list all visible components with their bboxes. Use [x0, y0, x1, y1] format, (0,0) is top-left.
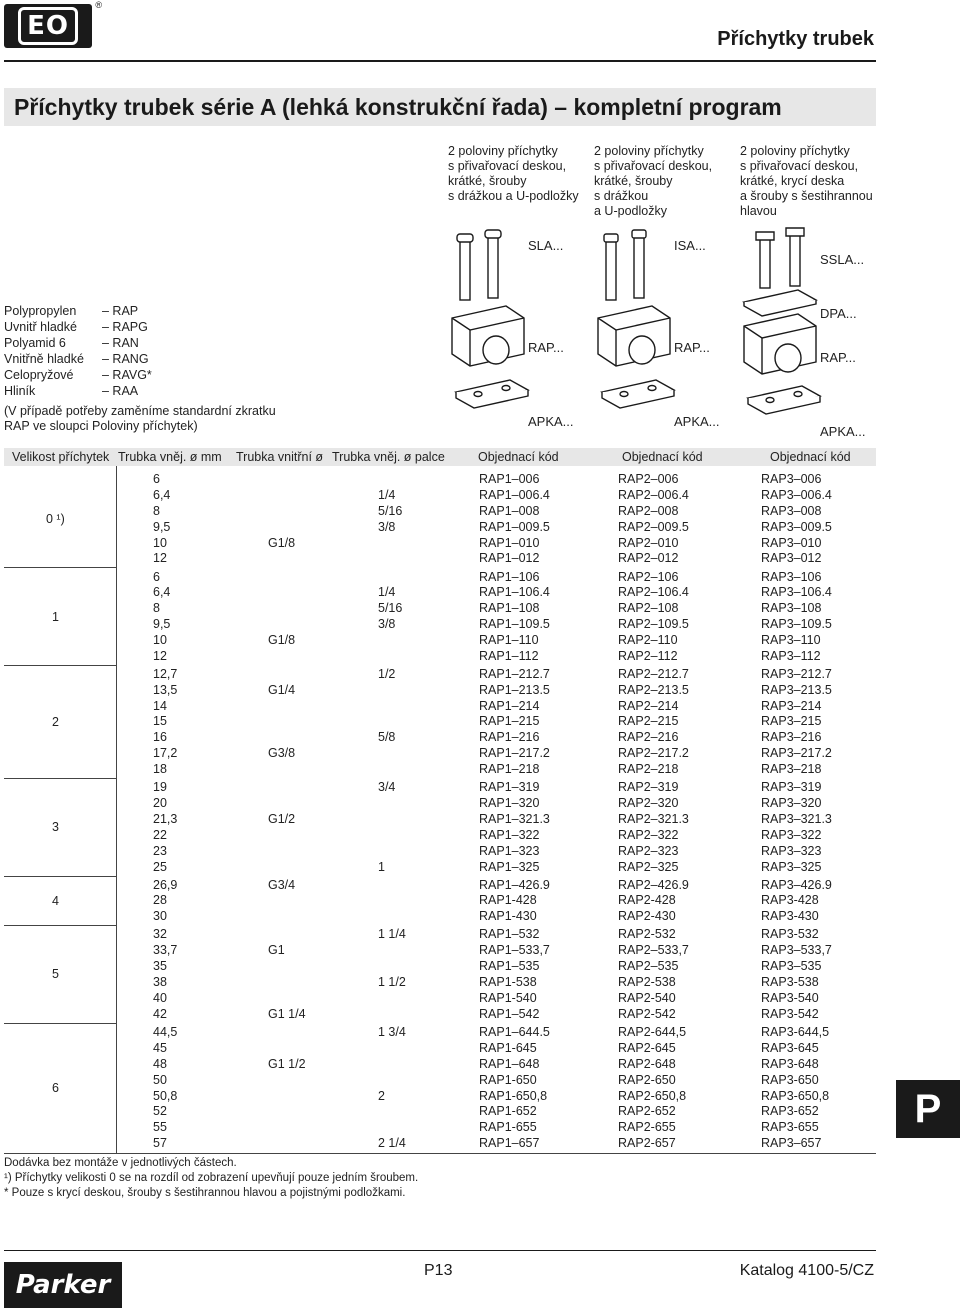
clamp-label-3: RAP...: [820, 350, 856, 365]
footnote-delivery: Dodávka bez montáže v jednotlivých částech.: [4, 1157, 237, 1169]
size-group-label: 2: [52, 714, 59, 729]
order-code-3-cell: RAP3–110: [761, 633, 821, 647]
size-group-label: 5: [52, 967, 59, 981]
order-code-1-cell: RAP1–532: [479, 927, 540, 941]
footnote-size-zero: ¹) Příchytky velikosti 0 se na rozdíl od zobrazení upevňují pouze jedním šroubem.: [4, 1172, 419, 1184]
order-code-3-cell: RAP3–217.2: [761, 746, 832, 760]
order-code-3-cell: RAP3–214: [761, 699, 822, 713]
order-code-3-cell: RAP3–106.4: [761, 585, 832, 599]
desc-line: krátké, šrouby: [448, 174, 527, 188]
order-code-2-cell: RAP2–426.9: [618, 878, 689, 892]
order-code-1-cell: RAP1–108: [479, 601, 540, 615]
order-code-1-cell: RAP1–535: [479, 959, 540, 973]
order-code-2-cell: RAP2-648: [618, 1057, 676, 1071]
od-mm-cell: 21,3: [153, 812, 178, 826]
plate-label-2: APKA...: [674, 414, 720, 429]
order-code-2-cell: RAP2-644,5: [618, 1025, 687, 1039]
od-mm-cell: 18: [153, 762, 167, 776]
header-id: Trubka vnitřní ø: [236, 450, 324, 464]
footer-divider: [4, 1250, 876, 1251]
desc-line: s přivařovací deskou,: [740, 159, 859, 173]
od-mm-cell: 13,5: [153, 683, 178, 697]
od-mm-cell: 32: [153, 927, 167, 941]
order-code-2-cell: RAP2–112: [618, 649, 678, 663]
order-code-2-cell: RAP2–110: [618, 633, 678, 647]
order-code-2-cell: RAP2–010: [618, 536, 679, 550]
order-code-3-cell: RAP3-532: [761, 927, 819, 941]
clamp-label-2: RAP...: [674, 340, 710, 355]
clamp-assembly-2-illustration: [590, 226, 740, 436]
size-group-label: 6: [52, 1080, 59, 1095]
material-code: – RAVG*: [102, 368, 152, 382]
od-mm-cell: 28: [153, 893, 167, 907]
od-inch-cell: 2 1/4: [378, 1136, 406, 1150]
order-code-3-cell: RAP3–325: [761, 860, 822, 874]
order-code-3-cell: RAP3–012: [761, 551, 822, 565]
od-inch-cell: 1/4: [378, 488, 396, 502]
order-code-3-cell: RAP3-650: [761, 1073, 819, 1087]
materials-note: [4, 404, 276, 434]
id-thread-cell: G1 1/4: [268, 1007, 306, 1021]
plate-label-1: APKA...: [528, 414, 574, 429]
od-mm-cell: 57: [153, 1136, 167, 1150]
od-mm-cell: 45: [153, 1041, 167, 1055]
order-code-1-cell: RAP1-652: [479, 1104, 537, 1118]
desc-line: 2 poloviny příchytky: [448, 144, 558, 158]
order-code-2-cell: RAP2–012: [618, 551, 679, 565]
screw-label-2: ISA...: [674, 238, 706, 253]
order-code-3-cell: RAP3-644,5: [761, 1025, 830, 1039]
order-code-2-cell: RAP2–212.7: [618, 667, 689, 681]
order-code-1-cell: RAP1–106: [479, 570, 540, 584]
od-mm-cell: 12,7: [153, 667, 178, 681]
order-code-2-cell: RAP2–533,7: [618, 943, 689, 957]
order-code-3-cell: RAP3-652: [761, 1104, 819, 1118]
id-thread-cell: G1/2: [268, 812, 296, 826]
order-code-1-cell: RAP1-430: [479, 909, 537, 923]
od-inch-cell: 3/4: [378, 780, 396, 794]
material-item: [4, 351, 152, 367]
od-mm-cell: 6,4: [153, 585, 171, 599]
header-order-code-1: Objednací kód: [478, 450, 559, 464]
od-mm-cell: 9,5: [153, 617, 171, 631]
order-code-2-cell: RAP2-540: [618, 991, 676, 1005]
note-line: RAP ve sloupci Poloviny příchytek): [4, 419, 198, 433]
desc-line: a šrouby s šestihrannou: [740, 189, 873, 203]
order-code-2-cell: RAP2-650,8: [618, 1089, 687, 1103]
order-code-2-cell: RAP2–109.5: [618, 617, 689, 631]
desc-line: krátké, krycí deska: [740, 174, 845, 188]
column-3-description: [740, 144, 873, 219]
order-code-2-cell: RAP2-655: [618, 1120, 676, 1134]
order-code-2-cell: RAP2–216: [618, 730, 679, 744]
catalog-reference: Katalog 4100-5/CZ: [739, 1262, 874, 1279]
order-code-2-cell: RAP2-532: [618, 927, 676, 941]
order-code-2-cell: RAP2–218: [618, 762, 679, 776]
od-mm-cell: 10: [153, 536, 167, 550]
clamp-label-1: RAP...: [528, 340, 564, 355]
od-mm-cell: 10: [153, 633, 167, 647]
id-thread-cell: G1/8: [268, 536, 296, 550]
od-inch-cell: 5/16: [378, 601, 403, 615]
od-inch-cell: 3/8: [378, 520, 396, 534]
order-code-1-cell: RAP1–109.5: [479, 617, 550, 631]
od-mm-cell: 50,8: [153, 1089, 178, 1103]
order-code-1-cell: RAP1–648: [479, 1057, 540, 1071]
order-code-2-cell: RAP2–323: [618, 844, 679, 858]
od-inch-cell: 2: [378, 1089, 385, 1103]
materials-list: [4, 303, 152, 399]
footnote-cover-plate: * Pouze s krycí deskou, šrouby s šestihrannou hlavou a pojistnými podložkami.: [4, 1187, 406, 1199]
od-inch-cell: 1 1/4: [378, 927, 406, 941]
od-mm-cell: 17,2: [153, 746, 178, 760]
clamp-assembly-1-illustration: [444, 226, 594, 436]
od-mm-cell: 38: [153, 975, 167, 989]
material-code: – RAN: [102, 336, 139, 350]
order-code-1-cell: RAP1-655: [479, 1120, 537, 1134]
od-mm-cell: 25: [153, 860, 167, 874]
desc-line: s přivařovací deskou,: [448, 159, 567, 173]
order-code-3-cell: RAP3-645: [761, 1041, 819, 1055]
material-name: Vnitřně hladké: [4, 352, 84, 366]
od-mm-cell: 6,4: [153, 488, 171, 502]
order-code-1-cell: RAP1–322: [479, 828, 540, 842]
material-name: Uvnitř hladké: [4, 320, 77, 334]
order-code-1-cell: RAP1–216: [479, 730, 540, 744]
order-code-3-cell: RAP3–008: [761, 504, 822, 518]
od-inch-cell: 5/8: [378, 730, 396, 744]
order-code-1-cell: RAP1-650: [479, 1073, 537, 1087]
order-code-3-cell: RAP3–212.7: [761, 667, 832, 681]
order-code-1-cell: RAP1–212.7: [479, 667, 550, 681]
order-code-1-cell: RAP1-538: [479, 975, 537, 989]
od-mm-cell: 48: [153, 1057, 167, 1071]
eo-logo: [4, 0, 102, 48]
material-item: [4, 367, 152, 383]
order-code-3-cell: RAP3-648: [761, 1057, 819, 1071]
order-code-1-cell: RAP1–008: [479, 504, 540, 518]
order-code-1-cell: RAP1–319: [479, 780, 540, 794]
order-code-2-cell: RAP2-428: [618, 893, 676, 907]
order-code-1-cell: RAP1–215: [479, 714, 540, 728]
size-group-label: 1: [52, 609, 59, 624]
order-code-2-cell: RAP2–213.5: [618, 683, 689, 697]
od-mm-cell: 23: [153, 844, 167, 858]
od-mm-cell: 14: [153, 699, 167, 713]
od-mm-cell: 30: [153, 909, 167, 923]
order-code-1-cell: RAP1–213.5: [479, 683, 550, 697]
order-code-1-cell: RAP1–010: [479, 536, 540, 550]
order-code-3-cell: RAP3–426.9: [761, 878, 832, 892]
od-inch-cell: 3/8: [378, 617, 396, 631]
od-mm-cell: 19: [153, 780, 167, 794]
registered-mark: ®: [95, 0, 102, 10]
material-name: Hliník: [4, 384, 36, 398]
desc-line: s drážkou: [594, 189, 649, 203]
header-divider: [4, 60, 876, 62]
order-code-3-cell: RAP3–323: [761, 844, 822, 858]
header-od-mm: Trubka vněj. ø mm: [118, 450, 222, 464]
od-mm-cell: 16: [153, 730, 167, 744]
order-code-3-cell: RAP3–320: [761, 796, 822, 810]
material-name: Polyamid 6: [4, 336, 66, 350]
id-thread-cell: G1/4: [268, 683, 296, 697]
id-thread-cell: G1 1/2: [268, 1057, 306, 1071]
order-code-3-cell: RAP3–319: [761, 780, 822, 794]
section-tab: P: [896, 1080, 960, 1138]
od-mm-cell: 52: [153, 1104, 167, 1118]
desc-line: a U-podložky: [594, 204, 667, 218]
order-code-1-cell: RAP1–012: [479, 551, 540, 565]
order-code-3-cell: RAP3–213.5: [761, 683, 832, 697]
size-group-label: 0 ¹): [46, 511, 65, 526]
od-inch-cell: 1 1/2: [378, 975, 406, 989]
order-code-1-cell: RAP1–006.4: [479, 488, 550, 502]
order-code-3-cell: RAP3–108: [761, 601, 822, 615]
size-group-divider: [4, 778, 116, 779]
size-group-divider: [4, 567, 116, 568]
od-mm-cell: 44,5: [153, 1025, 178, 1039]
size-group-label: 3: [52, 820, 59, 834]
id-thread-cell: G3/8: [268, 746, 296, 760]
size-group-label: 4: [52, 893, 59, 908]
order-code-2-cell: RAP2-542: [618, 1007, 676, 1021]
order-code-3-cell: RAP3–215: [761, 714, 822, 728]
material-code: – RAA: [102, 384, 139, 398]
od-mm-cell: 6: [153, 570, 160, 584]
screw-label-3: SSLA...: [820, 252, 865, 267]
order-code-1-cell: RAP1–110: [479, 633, 539, 647]
od-mm-cell: 35: [153, 959, 167, 973]
parker-logo: Parker: [4, 1262, 122, 1308]
od-mm-cell: 22: [153, 828, 167, 842]
od-mm-cell: 8: [153, 601, 160, 615]
order-code-2-cell: RAP2-645: [618, 1041, 676, 1055]
order-code-3-cell: RAP3-542: [761, 1007, 819, 1021]
od-mm-cell: 12: [153, 649, 167, 663]
screw-label-1: SLA...: [528, 238, 564, 253]
od-mm-cell: 15: [153, 714, 167, 728]
order-code-2-cell: RAP2–009.5: [618, 520, 689, 534]
order-code-2-cell: RAP2–217.2: [618, 746, 689, 760]
id-thread-cell: G3/4: [268, 878, 296, 892]
order-code-3-cell: RAP3–657: [761, 1136, 822, 1150]
order-code-3-cell: RAP3–216: [761, 730, 822, 744]
column-1-description: [448, 144, 579, 204]
header-order-code-3: Objednací kód: [770, 450, 851, 464]
desc-line: 2 poloviny příchytky: [740, 144, 850, 158]
order-code-3-cell: RAP3-428: [761, 893, 819, 907]
header-od-inch: Trubka vněj. ø palce: [332, 450, 445, 464]
order-code-2-cell: RAP2–006.4: [618, 488, 689, 502]
material-item: [4, 383, 152, 399]
order-code-1-cell: RAP1–533,7: [479, 943, 550, 957]
order-code-1-cell: RAP1–214: [479, 699, 540, 713]
table-column-divider: [116, 466, 117, 1153]
material-code: – RAPG: [102, 320, 148, 334]
order-code-1-cell: RAP1–323: [479, 844, 540, 858]
order-code-1-cell: RAP1–106.4: [479, 585, 550, 599]
order-code-1-cell: RAP1-650,8: [479, 1089, 548, 1103]
page-title: Příchytky trubek série A (lehká konstrukční řada) – kompletní program: [14, 94, 782, 120]
order-code-2-cell: RAP2–106: [618, 570, 679, 584]
order-code-1-cell: RAP1–325: [479, 860, 540, 874]
order-code-1-cell: RAP1–009.5: [479, 520, 550, 534]
order-code-3-cell: RAP3–109.5: [761, 617, 832, 631]
order-code-2-cell: RAP2-652: [618, 1104, 676, 1118]
order-code-2-cell: RAP2–108: [618, 601, 679, 615]
order-code-1-cell: RAP1-428: [479, 893, 537, 907]
desc-line: s přivařovací deskou,: [594, 159, 713, 173]
order-code-2-cell: RAP2–106.4: [618, 585, 689, 599]
order-code-1-cell: RAP1–218: [479, 762, 540, 776]
order-code-2-cell: RAP2–319: [618, 780, 679, 794]
material-code: – RAP: [102, 304, 139, 318]
od-mm-cell: 12: [153, 551, 167, 565]
order-code-1-cell: RAP1–320: [479, 796, 540, 810]
table-bottom-rule: [4, 1153, 876, 1154]
size-group-divider: [4, 925, 116, 926]
od-mm-cell: 26,9: [153, 878, 178, 892]
order-code-3-cell: RAP3-430: [761, 909, 819, 923]
od-inch-cell: 5/16: [378, 504, 403, 518]
od-inch-cell: 1 3/4: [378, 1025, 406, 1039]
material-code: – RANG: [102, 352, 149, 366]
od-inch-cell: 1/4: [378, 585, 396, 599]
order-code-1-cell: RAP1–217.2: [479, 746, 550, 760]
od-mm-cell: 6: [153, 472, 160, 486]
header-size: Velikost příchytek: [12, 450, 110, 464]
order-code-3-cell: RAP3–006: [761, 472, 822, 486]
order-code-2-cell: RAP2-650: [618, 1073, 676, 1087]
table-header: [4, 448, 876, 466]
order-code-2-cell: RAP2–535: [618, 959, 679, 973]
od-mm-cell: 8: [153, 504, 160, 518]
order-code-3-cell: RAP3–112: [761, 649, 821, 663]
order-code-2-cell: RAP2-430: [618, 909, 676, 923]
order-code-3-cell: RAP3-655: [761, 1120, 819, 1134]
od-mm-cell: 42: [153, 1007, 167, 1021]
order-code-1-cell: RAP1–321.3: [479, 812, 550, 826]
order-code-3-cell: RAP3-538: [761, 975, 819, 989]
page-number: P13: [424, 1262, 453, 1279]
order-code-2-cell: RAP2–325: [618, 860, 679, 874]
desc-line: 2 poloviny příchytky: [594, 144, 704, 158]
order-code-3-cell: RAP3–321.3: [761, 812, 832, 826]
size-group-divider: [4, 1023, 116, 1024]
id-thread-cell: G1/8: [268, 633, 296, 647]
desc-line: s drážkou a U-podložky: [448, 189, 579, 203]
order-code-3-cell: RAP3–322: [761, 828, 822, 842]
order-code-1-cell: RAP1–426.9: [479, 878, 550, 892]
material-name: Polypropylen: [4, 304, 77, 318]
order-code-3-cell: RAP3–535: [761, 959, 822, 973]
order-code-2-cell: RAP2–321.3: [618, 812, 689, 826]
material-item: [4, 319, 152, 335]
od-mm-cell: 20: [153, 796, 167, 810]
order-code-3-cell: RAP3–218: [761, 762, 822, 776]
od-mm-cell: 55: [153, 1120, 167, 1134]
order-code-1-cell: RAP1-540: [479, 991, 537, 1005]
order-code-3-cell: RAP3–533,7: [761, 943, 832, 957]
column-2-description: [594, 144, 712, 219]
order-code-3-cell: RAP3–106: [761, 570, 822, 584]
order-code-3-cell: RAP3–006.4: [761, 488, 832, 502]
order-code-1-cell: RAP1–644.5: [479, 1025, 550, 1039]
order-code-3-cell: RAP3–010: [761, 536, 822, 550]
order-code-3-cell: RAP3–009.5: [761, 520, 832, 534]
order-code-1-cell: RAP1–542: [479, 1007, 540, 1021]
eo-logo-text: EO: [18, 7, 78, 45]
cover-label-3: DPA...: [820, 306, 857, 321]
od-inch-cell: 1: [378, 860, 385, 874]
material-item: [4, 335, 152, 351]
order-code-2-cell: RAP2–008: [618, 504, 679, 518]
id-thread-cell: G1: [268, 943, 285, 957]
od-mm-cell: 9,5: [153, 520, 171, 534]
order-code-1-cell: RAP1–006: [479, 472, 540, 486]
desc-line: krátké, šrouby: [594, 174, 673, 188]
order-code-2-cell: RAP2-538: [618, 975, 676, 989]
desc-line: hlavou: [740, 204, 777, 218]
note-line: (V případě potřeby zaměníme standardní zkratku: [4, 404, 276, 418]
material-item: [4, 303, 152, 319]
od-mm-cell: 40: [153, 991, 167, 1005]
size-group-divider: [4, 665, 116, 666]
order-code-2-cell: RAP2–006: [618, 472, 679, 486]
order-code-3-cell: RAP3-540: [761, 991, 819, 1005]
od-mm-cell: 50: [153, 1073, 167, 1087]
order-code-1-cell: RAP1-645: [479, 1041, 537, 1055]
plate-label-3: APKA...: [820, 424, 866, 439]
size-group-divider: [4, 876, 116, 877]
order-code-1-cell: RAP1–657: [479, 1136, 540, 1150]
material-name: Celopryžové: [4, 368, 74, 382]
order-code-2-cell: RAP2–215: [618, 714, 679, 728]
header-title: Příchytky trubek: [717, 28, 874, 50]
order-code-2-cell: RAP2–322: [618, 828, 679, 842]
order-code-2-cell: RAP2–214: [618, 699, 679, 713]
od-mm-cell: 33,7: [153, 943, 178, 957]
order-code-3-cell: RAP3-650,8: [761, 1089, 830, 1103]
order-code-2-cell: RAP2–320: [618, 796, 679, 810]
od-inch-cell: 1/2: [378, 667, 396, 681]
order-code-1-cell: RAP1–112: [479, 649, 539, 663]
header-order-code-2: Objednací kód: [622, 450, 703, 464]
order-code-2-cell: RAP2-657: [618, 1136, 676, 1150]
